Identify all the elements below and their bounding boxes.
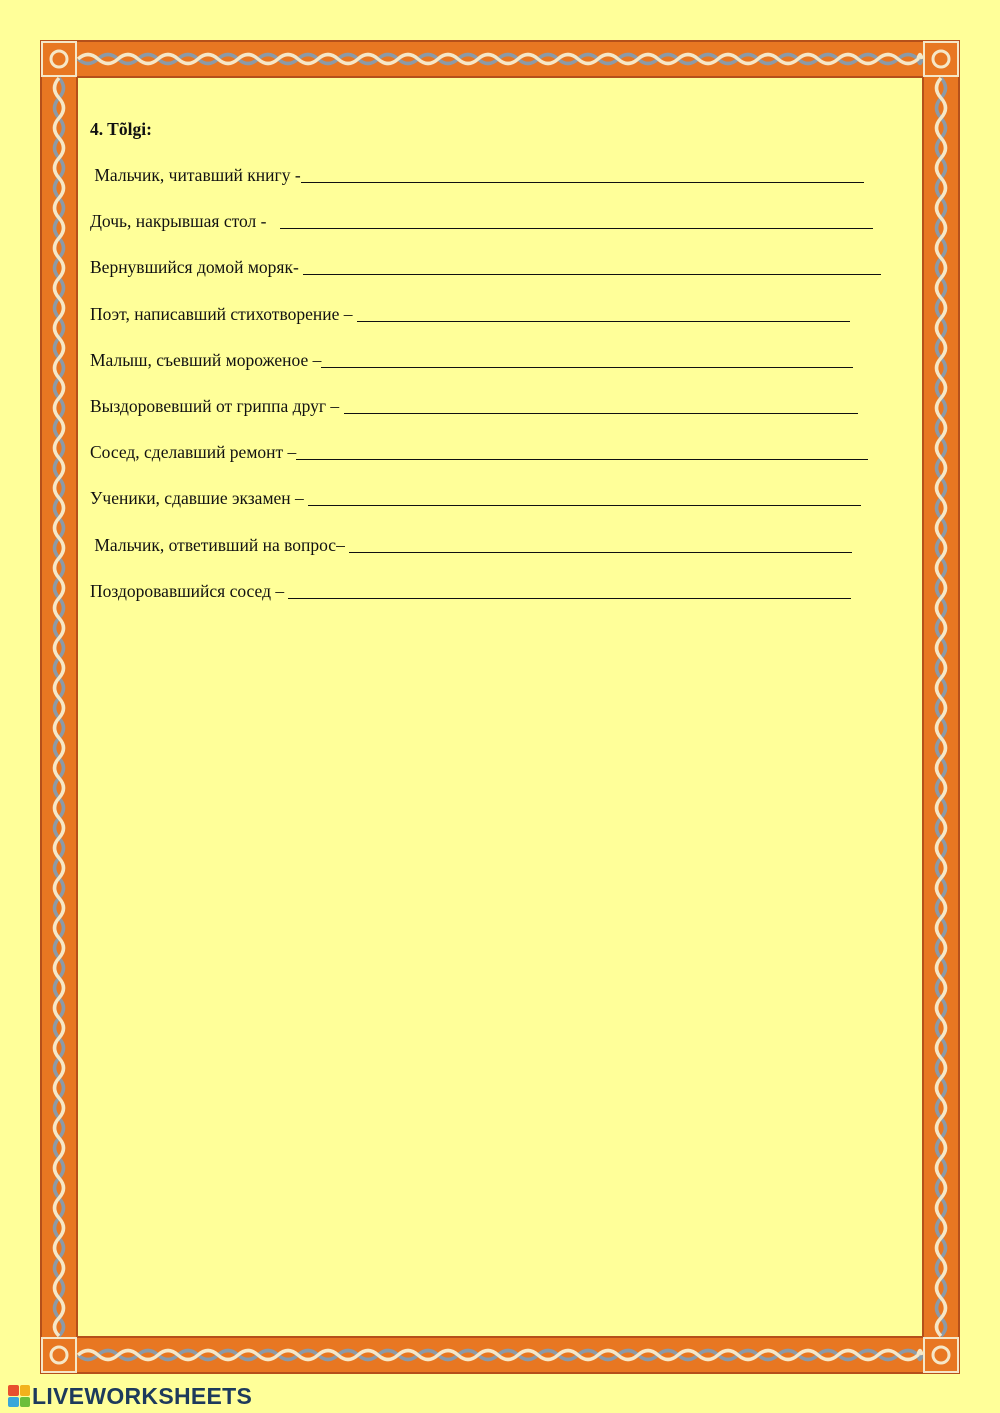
answer-blank[interactable]: [296, 442, 868, 460]
row-label: Мальчик, ответивший на вопрос–: [90, 534, 350, 555]
exercise-row: [90, 303, 910, 325]
row-label: Дочь, накрывшая стол -: [90, 211, 280, 232]
row-label: Малыш, съевший мороженое –: [90, 349, 322, 370]
answer-blank[interactable]: [344, 396, 858, 414]
exercise-row: [90, 349, 910, 371]
liveworksheets-logo[interactable]: [8, 1382, 252, 1410]
exercise-row: [90, 210, 910, 232]
exercise-row: [90, 441, 910, 463]
row-label: Вернувшийся домой моряк-: [90, 257, 304, 278]
exercise-heading: 4. Tõlgi:: [90, 119, 152, 139]
worksheet-content: [90, 118, 910, 626]
exercise-row: [90, 395, 910, 417]
answer-blank[interactable]: [288, 581, 851, 599]
row-label: Сосед, сделавший ремонт –: [90, 442, 297, 463]
answer-blank[interactable]: [308, 488, 861, 506]
answer-blank[interactable]: [280, 211, 873, 229]
answer-blank[interactable]: [357, 304, 850, 322]
brand-name: LIVEWORKSHEETS: [32, 1382, 253, 1409]
answer-blank[interactable]: [321, 350, 853, 368]
answer-blank[interactable]: [301, 165, 864, 183]
exercise-row: [90, 164, 910, 186]
exercise-row: [90, 580, 910, 602]
row-label: Мальчик, читавший книгу -: [90, 165, 301, 185]
answer-blank[interactable]: [303, 257, 881, 275]
exercise-row: [90, 487, 910, 509]
row-label: Поздоровавшийся сосед –: [90, 580, 289, 601]
exercise-rows: [90, 164, 910, 602]
liveworksheets-icon: [8, 1385, 30, 1407]
exercise-row: [90, 534, 910, 556]
answer-blank[interactable]: [349, 535, 852, 553]
row-label: Выздоровевший от гриппа друг –: [90, 395, 344, 416]
row-label: Ученики, сдавшие экзамен –: [90, 488, 309, 509]
exercise-row: [90, 256, 910, 278]
row-label: Поэт, написавший стихотворение –: [90, 303, 357, 324]
